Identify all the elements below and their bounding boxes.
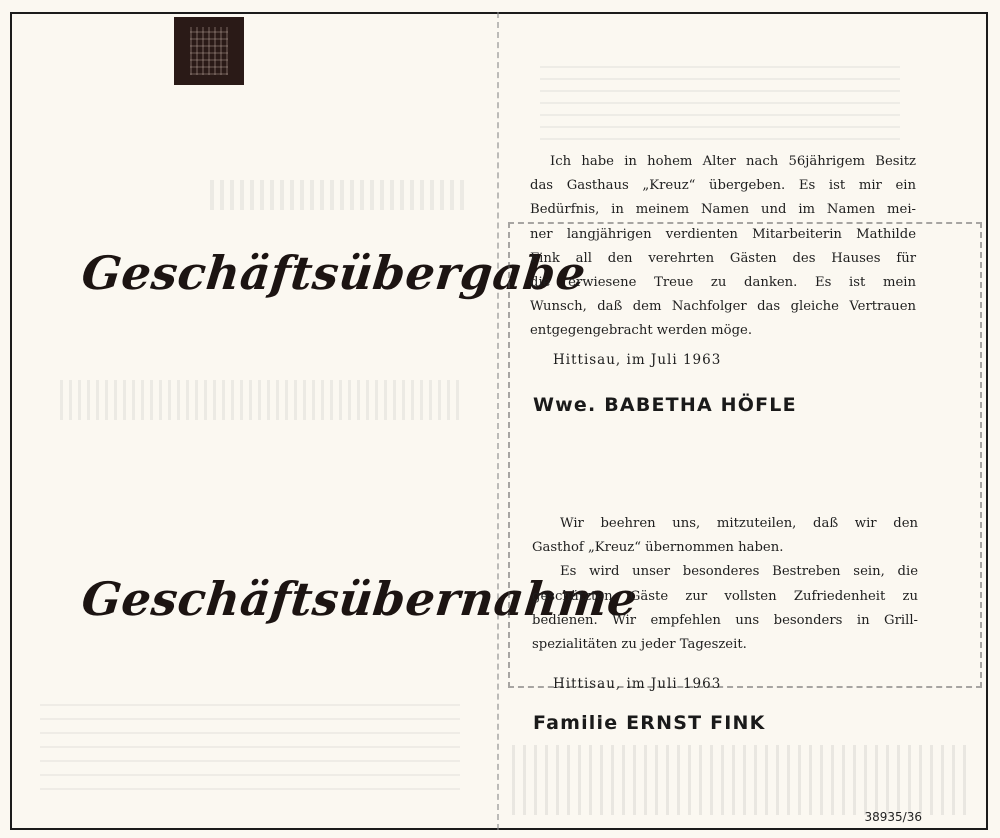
- text-line: Fink all den verehrten Gästen des Hauses für: [530, 250, 916, 266]
- text-line: spezialitäten zu jeder Tageszeit.: [532, 637, 747, 653]
- handover-signature: Wwe. BABETHA HÖFLE: [533, 394, 797, 416]
- text-line: Ich habe in hohem Alter nach 56jährigem Besitz: [550, 154, 916, 169]
- text-line: Wir beehren uns, mitzuteilen, daß wir den: [560, 516, 918, 531]
- text-line: die erwiesene Treue zu danken. Es ist mein: [530, 275, 916, 291]
- reference-number: 38935/36: [864, 810, 922, 824]
- title-handover: Geschäftsübergabe: [79, 246, 589, 300]
- logo-mark: [174, 17, 244, 85]
- takeover-notice-text: [532, 512, 918, 657]
- text-line: ner langjährigen verdienten Mitarbeiterin Mathilde: [530, 226, 916, 242]
- handover-place-date: Hittisau, im Juli 1963: [553, 352, 722, 368]
- bleed-through-texture: [512, 745, 972, 815]
- text-line: Bedürfnis, in meinem Namen und im Namen mei-: [530, 202, 916, 218]
- text-line: entgegengebracht werden möge.: [530, 323, 753, 339]
- text-line: Gasthof „Kreuz“ übernommen haben.: [532, 540, 784, 556]
- text-line: geschätzten Gäste zur vollsten Zufriedenheit zu: [532, 588, 918, 604]
- bleed-through-texture: [210, 180, 470, 210]
- text-line: Es wird unser besonderes Bestreben sein, die: [560, 564, 918, 580]
- bleed-through-texture: [540, 60, 900, 140]
- takeover-place-date: Hittisau, im Juli 1963: [553, 676, 722, 692]
- text-line: bedienen. Wir empfehlen uns besonders in Grill-: [532, 612, 918, 628]
- bleed-through-texture: [40, 700, 460, 790]
- text-line: Wunsch, daß dem Nachfolger das gleiche Vertrauen: [530, 299, 916, 315]
- title-takeover: Geschäftsübernahme: [79, 572, 641, 626]
- text-line: das Gasthaus „Kreuz“ übergeben. Es ist mir ein: [530, 178, 916, 194]
- bleed-through-texture: [60, 380, 460, 420]
- handover-notice-text: [530, 150, 916, 344]
- column-divider: [497, 12, 499, 830]
- takeover-signature: Familie ERNST FINK: [533, 712, 766, 734]
